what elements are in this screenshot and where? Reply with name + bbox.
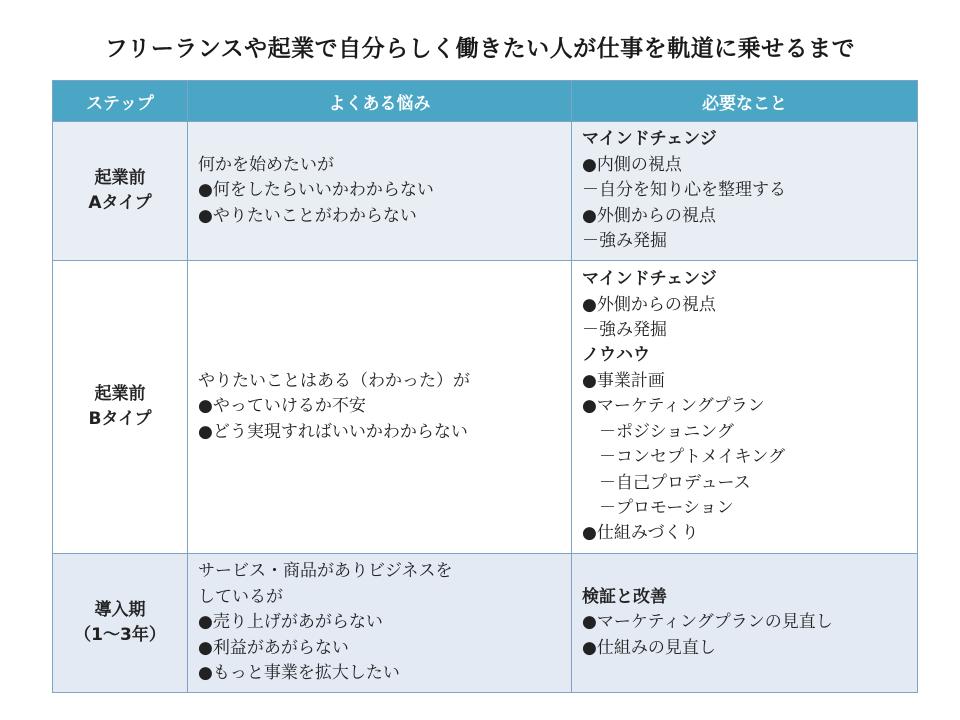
worry-line: サービス・商品がありビジネスを <box>198 561 453 582</box>
step-label: Bタイプ <box>88 409 152 429</box>
step-label: （1～3年） <box>74 625 166 645</box>
worry-line: 何かを始めたいが <box>198 154 334 175</box>
needs-heading: ノウハウ <box>582 345 650 366</box>
needs-line: ●外側からの視点 <box>582 294 716 315</box>
needs-line: －強み発掘 <box>582 320 667 341</box>
steps-table <box>52 80 918 693</box>
worries-cell <box>188 554 572 693</box>
needs-line: －コンセプトメイキング <box>582 447 785 468</box>
worry-line: ●どう実現すればいいかわからない <box>198 421 468 442</box>
needs-line: ●内側の視点 <box>582 154 682 175</box>
header-needs: 必要なこと <box>572 81 918 122</box>
page-title: フリーランスや起業で自分らしく働きたい人が仕事を軌道に乗せるまで <box>104 36 856 62</box>
worry-line: ●もっと事業を拡大したい <box>198 663 400 684</box>
worry-line: ●利益があがらない <box>198 637 349 658</box>
header-worries: よくある悩み <box>188 81 572 122</box>
needs-line: ●仕組みの見直し <box>582 637 716 658</box>
needs-heading: 検証と改善 <box>582 586 667 607</box>
step-label: Aタイプ <box>88 193 152 213</box>
needs-line: －強み発掘 <box>582 231 667 252</box>
table-row <box>53 122 918 261</box>
needs-line: ●仕組みづくり <box>582 523 699 544</box>
needs-line: ●事業計画 <box>582 370 665 391</box>
step-cell <box>53 122 188 261</box>
step-cell <box>53 554 188 693</box>
worry-line: ●やりたいことがわからない <box>198 205 417 226</box>
needs-line: ●マーケティングプラン <box>582 396 765 417</box>
worry-line: やりたいことはある（わかった）が <box>198 370 470 391</box>
needs-heading: マインドチェンジ <box>582 129 717 150</box>
worry-line: ●何をしたらいいかわからない <box>198 180 434 201</box>
needs-line: －ポジショニング <box>582 421 734 442</box>
worry-line: ●売り上げがあがらない <box>198 612 383 633</box>
needs-cell <box>572 261 918 554</box>
needs-line: ●外側からの視点 <box>582 205 716 226</box>
needs-cell <box>572 122 918 261</box>
worry-line: しているが <box>198 586 283 607</box>
needs-line: －自己プロデュース <box>582 472 751 493</box>
table-row <box>53 261 918 554</box>
needs-line: －自分を知り心を整理する <box>582 180 786 201</box>
step-label: 導入期 <box>94 599 146 620</box>
table-row <box>53 554 918 693</box>
step-label: 起業前 <box>94 383 146 404</box>
worry-line: ●やっていけるか不安 <box>198 396 366 417</box>
needs-line: －プロモーション <box>582 497 734 518</box>
needs-cell <box>572 554 918 693</box>
worries-cell <box>188 122 572 261</box>
needs-line: ●マーケティングプランの見直し <box>582 612 833 633</box>
table-header-row <box>53 81 918 122</box>
needs-heading: マインドチェンジ <box>582 269 717 290</box>
step-cell <box>53 261 188 554</box>
worries-cell <box>188 261 572 554</box>
header-step: ステップ <box>53 81 188 122</box>
step-label: 起業前 <box>94 167 146 188</box>
